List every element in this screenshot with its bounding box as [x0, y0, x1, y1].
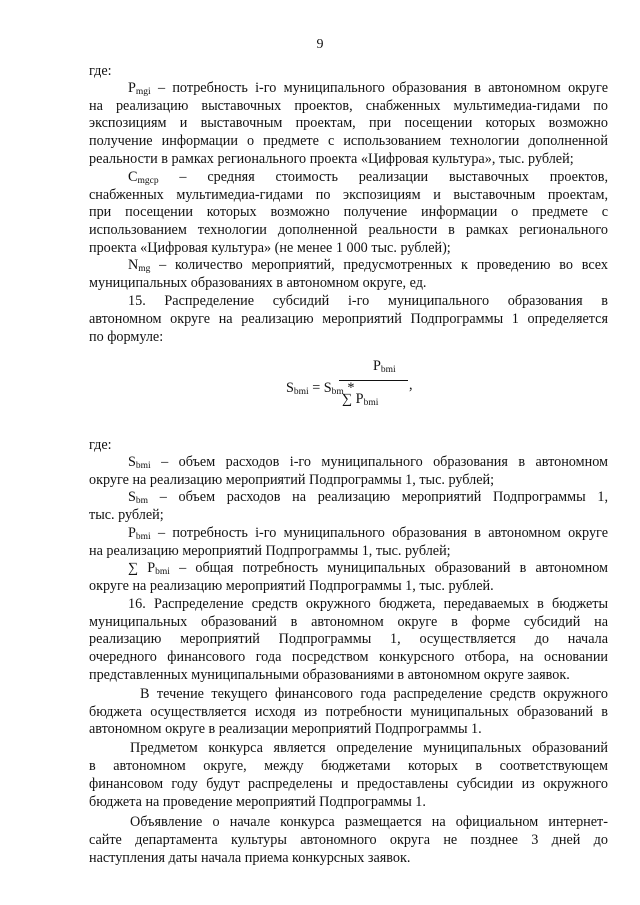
def-p-mgi-line-3: экспозициям и выставочным проектам, при посещении которых возможно — [89, 115, 608, 131]
formula-comma: , — [409, 377, 413, 393]
para-subject-line-3: финансовом году будут распределены и предоставлены субсидии из окружного — [89, 776, 608, 792]
para-current-line-3: автономном округе в реализации мероприятий Подпрограммы 1. — [89, 721, 482, 737]
formula-fraction-bar — [339, 380, 408, 381]
para-current-line-1: В течение текущего финансового года распределение средств окружного — [140, 686, 608, 702]
def-c-mgsr-line-3: при посещении которых возможно получение информации о предмете с — [89, 204, 608, 220]
def-p-mgi-line-2: на реализацию выставочных проектов, снабженных мультимедиа-гидами по — [89, 98, 608, 114]
para-current-line-2: бюджета осуществляется исходя из потребности муниципальных образований в — [89, 704, 608, 720]
def-p-mgi-line-4: получение информации о предмете с использованием технологии дополненной — [89, 133, 608, 149]
para-announce-line-1: Объявление о начале конкурса размещается на официальном интернет- — [130, 814, 608, 830]
def-s-bm-line-1: $S_{bm}$ – объем расходов на реализацию мероприятий Подпрограммы 1, — [128, 489, 608, 506]
para-15-line-2: автономном округе на реализацию мероприятий Подпрограммы 1 определяется — [89, 311, 608, 327]
def-n-mg-line-1: $N_{mg}$ – количество мероприятий, предусмотренных к проведению во всех — [128, 257, 608, 274]
page-number: 9 — [316, 37, 324, 52]
para-announce-line-3: наступления даты начала приема конкурсных заявок. — [89, 850, 411, 866]
def-sum-p-bmi-line-2: округе на реализацию мероприятий Подпрограммы 1, тыс. рублей. — [89, 578, 494, 594]
para-announce-line-2: сайте департамента культуры автономного округа не позднее 3 дней до — [89, 832, 608, 848]
para-subject-line-4: бюджета на проведение мероприятий Подпрограммы 1. — [89, 794, 426, 810]
def-p-mgi-line-1: $P_{mgi}$ – потребность i-го муниципального образования в автономном округе — [128, 80, 608, 97]
def-c-mgsr-line-2: снабженных мультимедиа-гидами по экспозициям и выставочным проектам, — [89, 187, 608, 203]
para-16-line-5: представленных муниципальными образованиями в автономном округе заявок. — [89, 667, 570, 683]
para-16-line-2: муниципальных образований в автономном округе в форме субсидий на — [89, 614, 608, 630]
def-p-bmi-line-2: на реализацию мероприятий Подпрограммы 1, тыс. рублей; — [89, 543, 451, 559]
where-label-2: где: — [89, 437, 112, 453]
para-15-line-3: по формуле: — [89, 329, 164, 345]
def-s-bmi-line-1: $S_{bmi}$ – объем расходов i-го муниципального образования в автономном — [128, 454, 608, 471]
formula-lhs: $S_{bmi} = S_{bm}$ * — [286, 380, 355, 397]
def-c-mgsr-line-5: проекта «Цифровая культура» (не менее 1 000 тыс. рублей); — [89, 240, 451, 256]
def-p-bmi-line-1: $P_{bmi}$ – потребность i-го муниципального образования в автономном округе — [128, 525, 608, 542]
def-c-mgsr-line-4: использованием технологии дополненной реальности в рамках регионального — [89, 222, 608, 238]
para-16-line-3: реализацию мероприятий Подпрограммы 1, осуществляется до начала — [89, 631, 608, 647]
def-n-mg-line-2: муниципальных образованиях в автономном округе, ед. — [89, 275, 427, 291]
where-label-1: где: — [89, 63, 112, 79]
para-subject-line-2: в автономном округе, между бюджетами которых в соответствующем — [89, 758, 608, 774]
formula-numerator: $P_{bmi}$ — [373, 358, 396, 375]
def-s-bm-line-2: тыс. рублей; — [89, 507, 164, 523]
para-16-line-4: очередного финансового года посредством конкурсного отбора, на основании — [89, 649, 608, 665]
sigma-symbol: ∑ — [342, 391, 353, 407]
para-16-line-1: 16. Распределение средств окружного бюджета, передаваемых в бюджеты — [128, 596, 608, 612]
formula-denominator: ∑ $P_{bmi}$ — [342, 391, 379, 408]
def-p-mgi-line-5: реальности в рамках регионального проекта «Цифровая культура», тыс. рублей; — [89, 151, 574, 167]
sigma-symbol: ∑ — [128, 560, 139, 576]
para-15-line-1: 15. Распределение субсидий i-го муниципального образования в — [128, 293, 608, 309]
def-sum-p-bmi-line-1: ∑ $P_{bmi}$ – общая потребность муниципальных образований в автономном — [128, 560, 608, 577]
def-c-mgsr-line-1: $C_{mgср}$ – средняя стоимость реализации выставочных проектов, — [128, 169, 608, 186]
para-subject-line-1: Предметом конкурса является определение муниципальных образований — [130, 740, 608, 756]
def-s-bmi-line-2: округе на реализацию мероприятий Подпрограммы 1, тыс. рублей; — [89, 472, 495, 488]
